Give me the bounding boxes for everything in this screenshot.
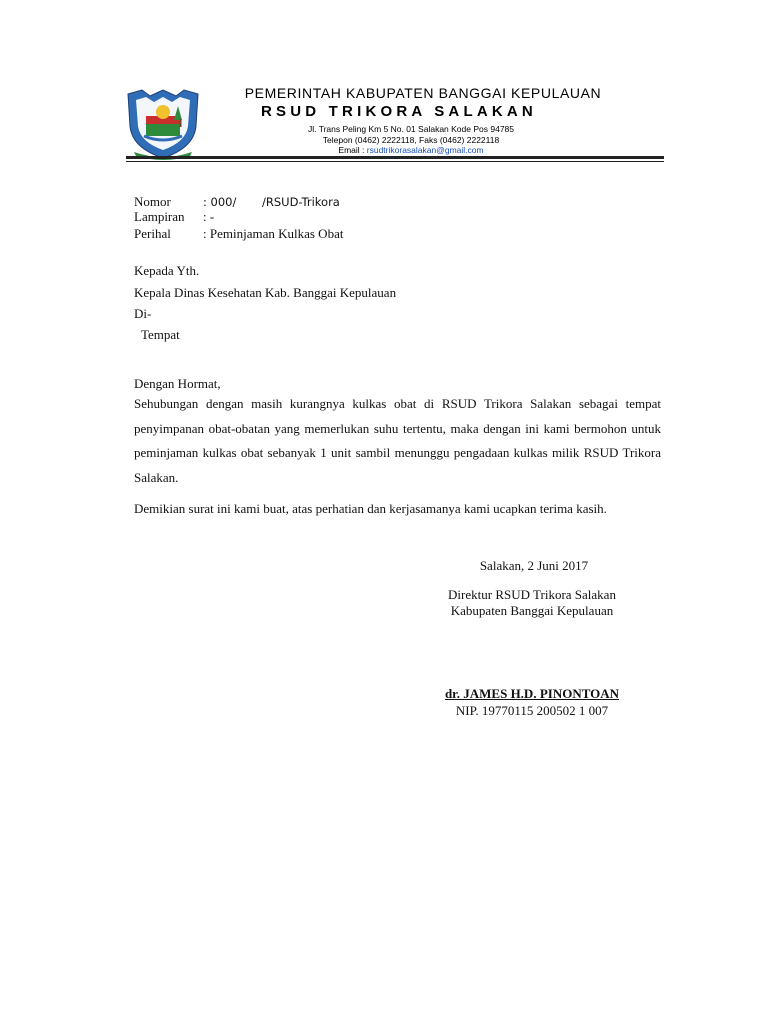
letterhead-address: Jl. Trans Peling Km 5 No. 01 Salakan Kode Pos 94785	[307, 124, 514, 134]
recipient-di: Di-	[134, 306, 152, 321]
letterhead-government-name: PEMERINTAH KABUPATEN BANGGAI KEPULAUAN	[244, 85, 602, 101]
regency-shield-emblem-icon	[124, 86, 202, 160]
lampiran-label: Lampiran	[134, 209, 185, 224]
nomor-label: Nomor	[134, 194, 171, 209]
letterhead-email-line	[246, 145, 576, 156]
signer-name: dr. JAMES H.D. PINONTOAN	[444, 686, 620, 701]
signer-nip: NIP. 19770115 200502 1 007	[455, 703, 609, 718]
signer-title-2: Kabupaten Banggai Kepulauan	[450, 603, 614, 618]
recipient-place: Tempat	[141, 327, 180, 342]
letterhead-hospital-name: RSUD TRIKORA SALAKAN	[261, 103, 537, 120]
perihal-value: : Peminjaman Kulkas Obat	[203, 226, 344, 241]
nomor-value: : 000/	[203, 195, 237, 209]
letterhead-phone: Telepon (0462) 2222118, Faks (0462) 2222118	[322, 135, 500, 145]
greeting: Dengan Hormat,	[134, 376, 221, 391]
place-date: Salakan, 2 Juni 2017	[479, 558, 589, 573]
recipient-name: Kepala Dinas Kesehatan Kab. Banggai Kepulauan	[134, 285, 397, 300]
perihal-label: Perihal	[134, 226, 171, 241]
signer-title-1: Direktur RSUD Trikora Salakan	[448, 587, 616, 602]
letterhead-divider-thick	[126, 156, 664, 159]
recipient-salutation: Kepada Yth.	[134, 263, 200, 278]
body-paragraph-1: Sehubungan dengan masih kurangnya kulkas obat di RSUD Trikora Salakan sebagai tempat penyimpanan obat-obatan yang memerlukan suhu tertentu, maka dengan ini kami bermohon untuk peminjaman kulkas obat sebanyak 1 unit sambil menunggu pengadaan kulkas milik RSUD Trikora Salakan.	[134, 396, 661, 485]
body-paragraph-2: Demikian surat ini kami buat, atas perhatian dan kerjasamanya kami ucapkan terima kasih.	[134, 501, 607, 516]
email-link[interactable]: rsudtrikorasalakan@gmail.com	[366, 145, 484, 155]
letterhead-divider-thin	[126, 161, 664, 162]
nomor-suffix: /RSUD-Trikora	[262, 195, 340, 209]
lampiran-value: : -	[203, 209, 215, 224]
email-label: Email :	[338, 145, 367, 155]
